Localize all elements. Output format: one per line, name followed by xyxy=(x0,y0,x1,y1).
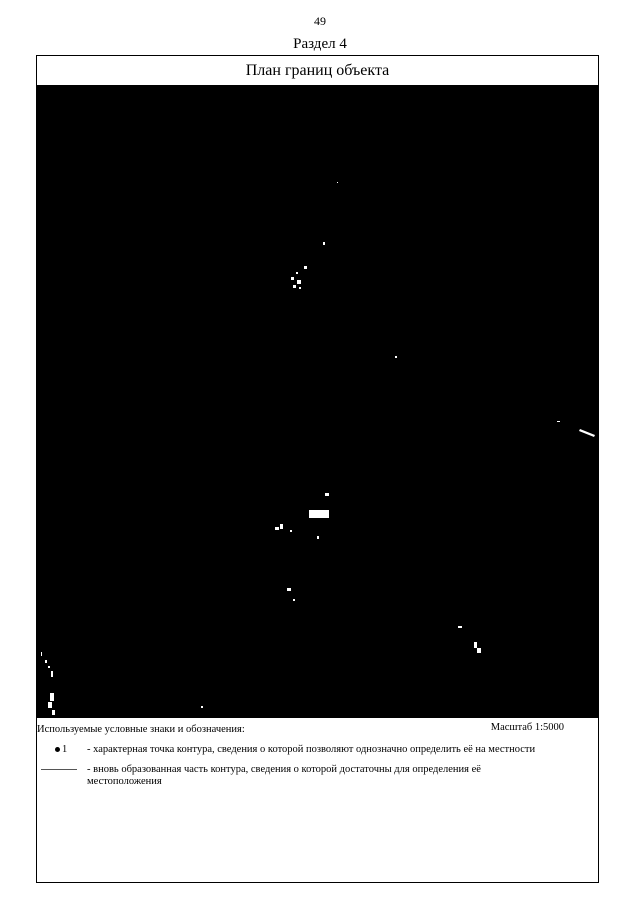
map-speck xyxy=(280,524,283,529)
point-number-label: 1 xyxy=(62,744,68,755)
map-speck xyxy=(293,285,296,288)
legend-item-point xyxy=(37,744,598,758)
map-speck xyxy=(45,660,47,663)
map-speck xyxy=(201,706,203,708)
map-speck xyxy=(293,599,295,601)
map-speck xyxy=(304,266,307,269)
map-speck xyxy=(290,530,292,532)
map-speck xyxy=(317,536,319,539)
map-speck xyxy=(325,493,329,496)
map-speck xyxy=(51,671,53,677)
page-number: 49 xyxy=(314,14,326,28)
point-marker-icon xyxy=(55,747,60,752)
line-description-line2: местоположения xyxy=(87,776,162,787)
map-line-fragment xyxy=(579,429,595,437)
map-speck xyxy=(297,280,301,284)
plan-frame xyxy=(36,55,599,883)
thin-line-icon xyxy=(41,769,77,770)
map-speck xyxy=(395,356,397,358)
map-speck xyxy=(477,648,481,653)
line-description-line1: - вновь образованная часть контура, сведения о которой достаточны для определения её xyxy=(87,764,481,775)
section-title: Раздел 4 xyxy=(293,36,347,52)
map-speck xyxy=(296,272,298,274)
map-speck xyxy=(291,277,294,280)
plan-title: План границ объекта xyxy=(37,56,598,86)
map-speck xyxy=(275,527,279,530)
map-speck xyxy=(299,287,301,289)
legend xyxy=(37,718,598,884)
map-speck xyxy=(48,702,52,708)
legend-item-line xyxy=(37,764,598,790)
map-speck xyxy=(557,421,560,422)
map-speck xyxy=(474,642,477,648)
point-description: - характерная точка контура, сведения о которой позволяют однозначно определить её на местности xyxy=(87,744,536,755)
map-speck xyxy=(52,710,55,715)
map-speck xyxy=(50,693,54,701)
map-speck xyxy=(41,652,42,656)
map-block xyxy=(309,510,329,518)
legend-heading: Используемые условные знаки и обозначения: xyxy=(37,724,245,735)
map-speck xyxy=(458,626,462,628)
map-image xyxy=(37,86,600,718)
map-speck xyxy=(337,182,338,183)
map-area xyxy=(37,86,598,718)
map-speck xyxy=(323,242,325,245)
scale-label: Масштаб 1:5000 xyxy=(490,722,564,733)
map-speck xyxy=(287,588,291,591)
map-speck xyxy=(48,666,50,668)
